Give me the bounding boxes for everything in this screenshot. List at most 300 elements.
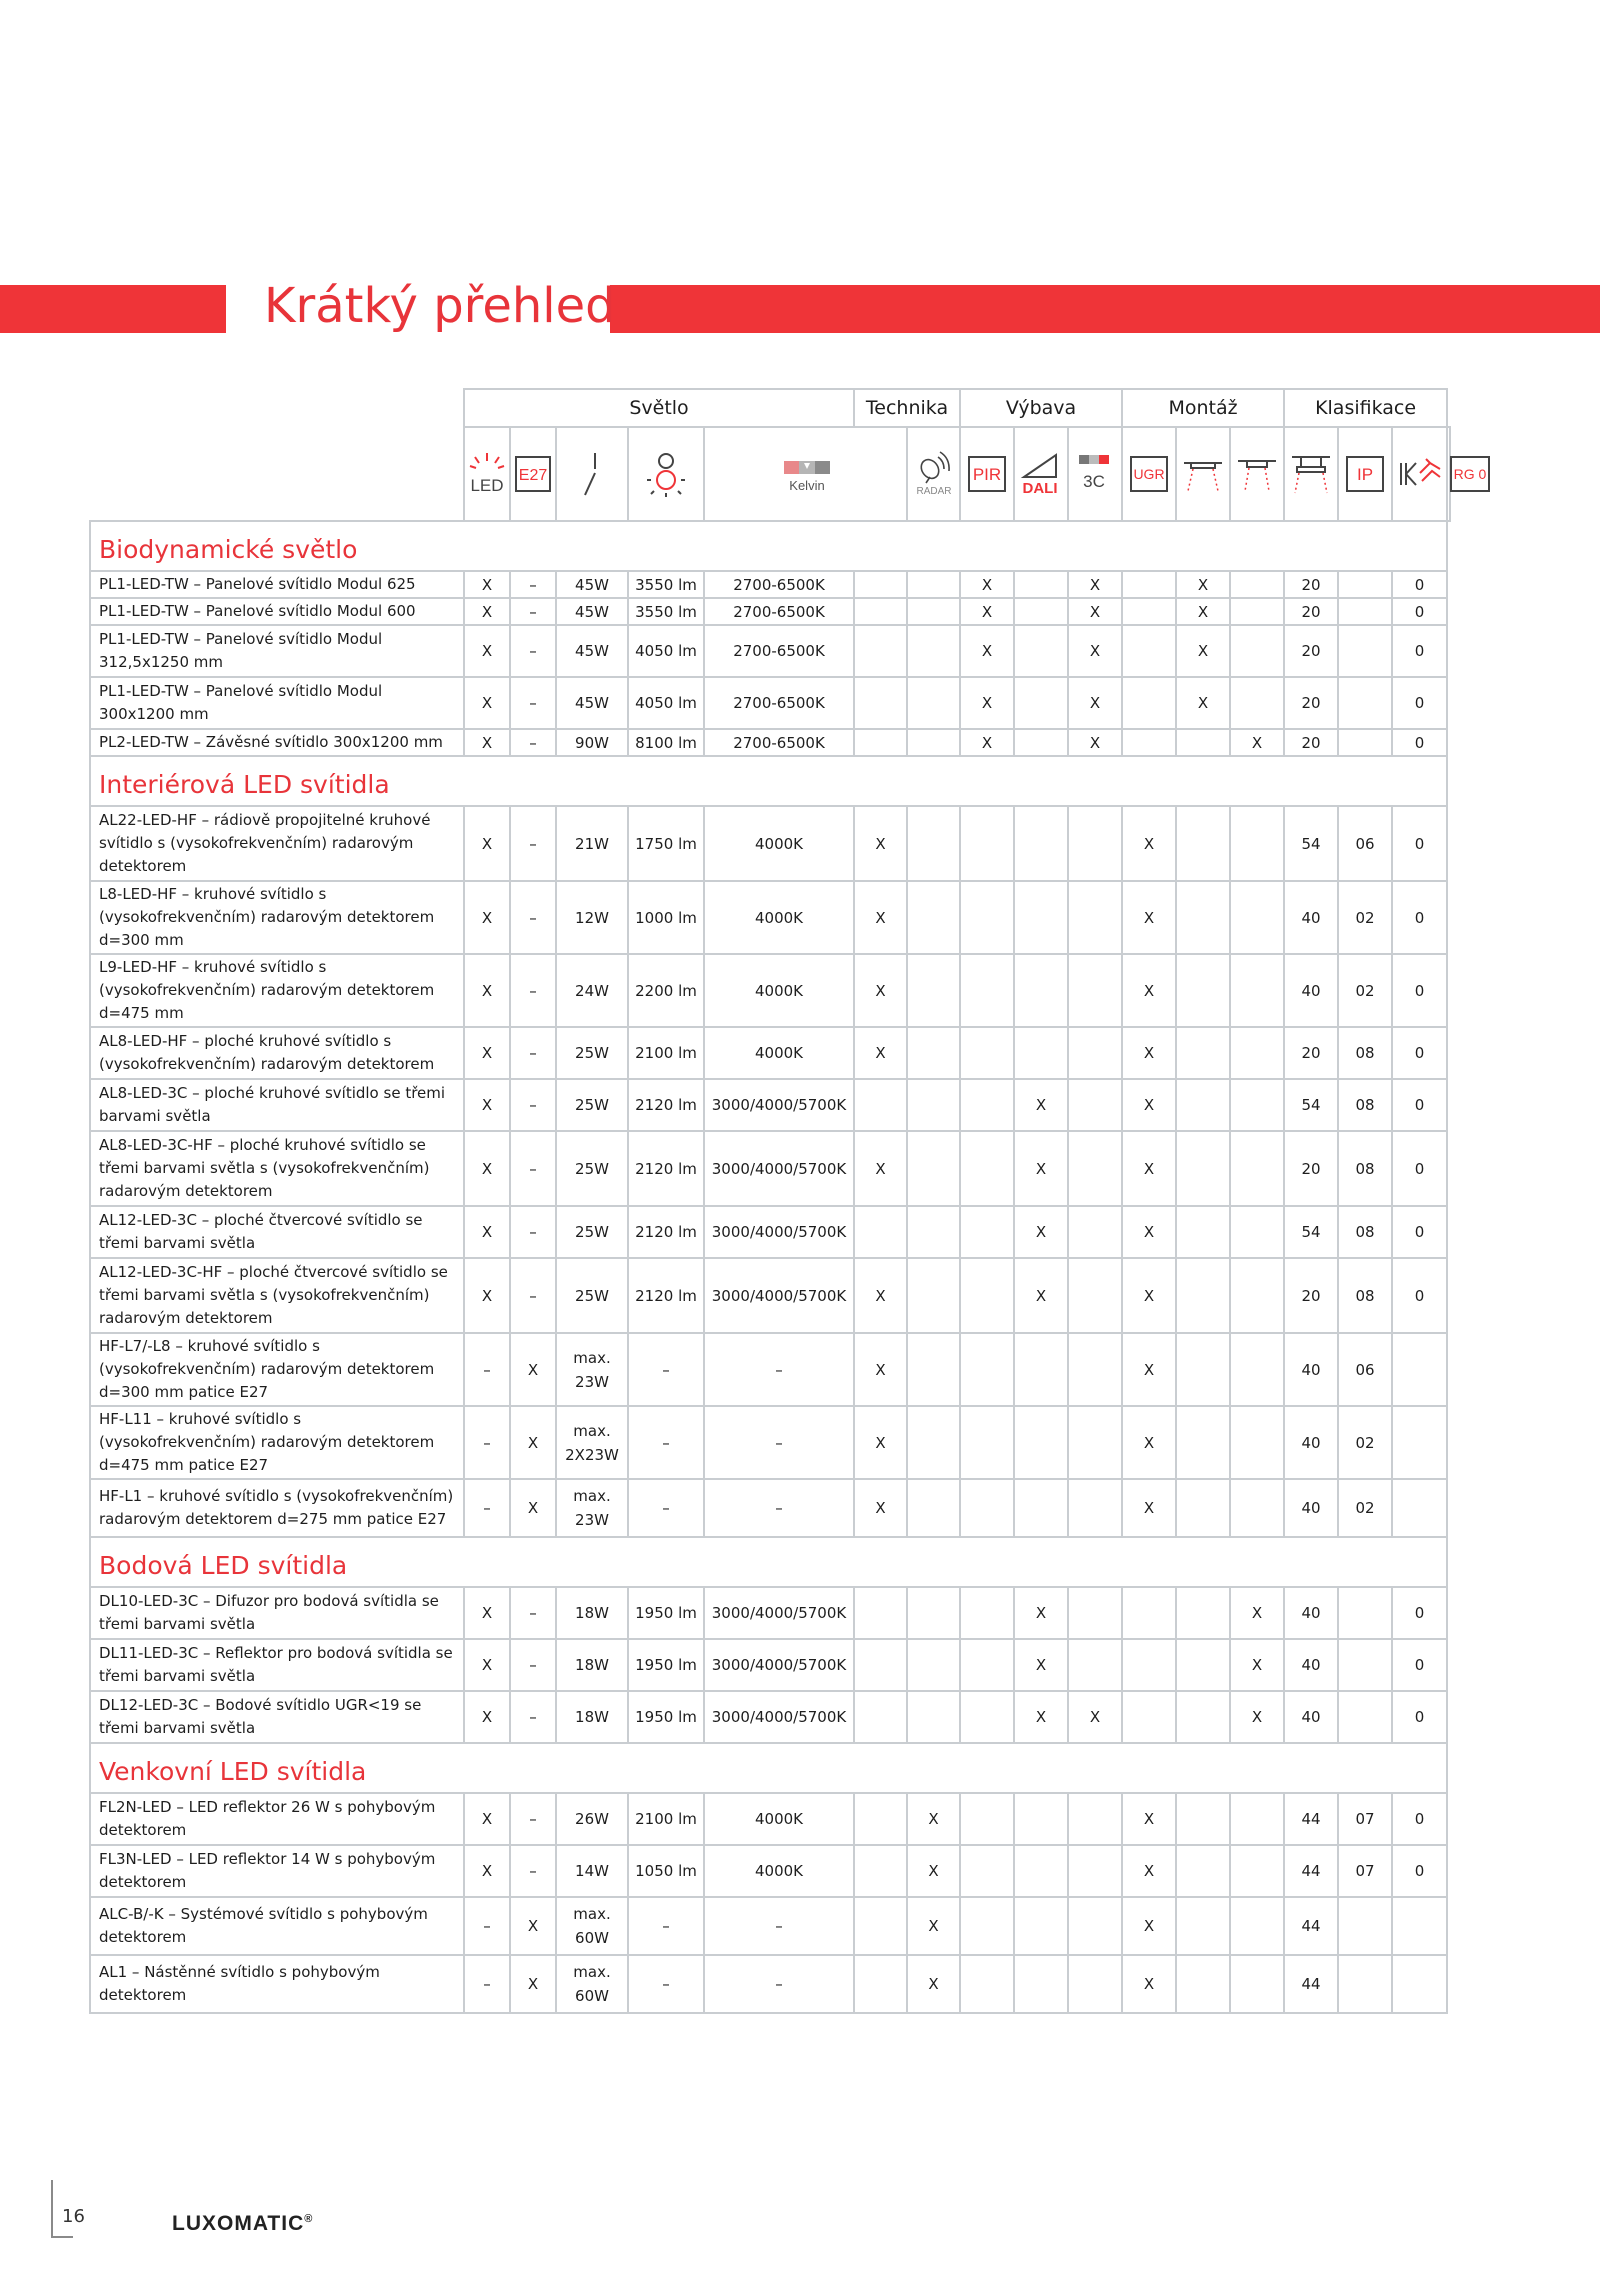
product-description: PL1-LED-TW – Panelové svítidlo Modul 300x1200 mm [90, 677, 464, 729]
table-cell [854, 1587, 907, 1639]
table-cell: X [464, 1845, 510, 1897]
table-cell [960, 1639, 1014, 1691]
product-description: AL8-LED-HF – ploché kruhové svítidlo s (vysokofrekvenčním) radarovým detektorem [90, 1027, 464, 1079]
table-cell: 2200 lm [628, 954, 704, 1027]
page-number: 16 [62, 2206, 85, 2227]
table-cell: 1050 lm [628, 1845, 704, 1897]
table-cell: X [960, 571, 1014, 598]
ugr-icon [1127, 451, 1171, 497]
table-cell: 0 [1392, 881, 1447, 954]
section-header-row [90, 1537, 1450, 1587]
table-cell: 1750 lm [628, 806, 704, 881]
table-cell: X [464, 1258, 510, 1333]
table-cell: – [510, 1587, 556, 1639]
table-cell: – [510, 1691, 556, 1743]
table-cell: X [1122, 881, 1176, 954]
table-row [90, 1955, 1450, 2013]
table-cell: 2700-6500K [704, 598, 854, 625]
icon-row [90, 427, 1450, 521]
table-row [90, 1639, 1450, 1691]
group-svetlo: Světlo [464, 389, 854, 427]
recessed-mount-icon [1181, 451, 1225, 497]
table-cell: max. 23W [556, 1333, 628, 1406]
table-cell [907, 1206, 960, 1258]
table-cell [960, 1845, 1014, 1897]
table-cell: 0 [1392, 1639, 1447, 1691]
table-cell [1122, 677, 1176, 729]
table-cell: 45W [556, 598, 628, 625]
table-cell [1230, 881, 1284, 954]
table-cell: 18W [556, 1639, 628, 1691]
table-cell: X [464, 1691, 510, 1743]
table-cell: X [1068, 625, 1122, 677]
table-cell [1014, 1793, 1068, 1845]
table-cell [960, 1793, 1014, 1845]
table-cell [1176, 1131, 1230, 1206]
product-description: AL12-LED-3C – ploché čtvercové svítidlo se třemi barvami světla [90, 1206, 464, 1258]
table-cell [907, 1027, 960, 1079]
product-description: PL1-LED-TW – Panelové svítidlo Modul 312,5x1250 mm [90, 625, 464, 677]
table-cell: X [907, 1845, 960, 1897]
radar-icon [910, 449, 958, 499]
table-cell: 0 [1392, 1079, 1447, 1131]
table-cell: X [1122, 954, 1176, 1027]
table-cell [1176, 806, 1230, 881]
table-cell [907, 806, 960, 881]
table-cell: max. 23W [556, 1479, 628, 1537]
lumen-icon [643, 449, 689, 499]
table-cell: X [464, 1587, 510, 1639]
overview-table [89, 388, 1487, 2014]
table-cell [1176, 1206, 1230, 1258]
table-cell: X [1230, 1639, 1284, 1691]
product-description: DL12-LED-3C – Bodové svítidlo UGR<19 se třemi barvami světla [90, 1691, 464, 1743]
table-cell [1176, 1406, 1230, 1479]
table-cell: – [704, 1333, 854, 1406]
table-cell: X [464, 1206, 510, 1258]
table-cell [907, 1333, 960, 1406]
ugr-cell [1122, 427, 1176, 521]
table-cell [907, 1131, 960, 1206]
product-description: AL8-LED-3C – ploché kruhové svítidlo se třemi barvami světla [90, 1079, 464, 1131]
page-title: Krátký přehled [264, 278, 616, 334]
table-cell: X [1176, 571, 1230, 598]
table-cell [854, 598, 907, 625]
table-cell: 07 [1338, 1845, 1392, 1897]
table-cell [1176, 954, 1230, 1027]
table-cell: 1950 lm [628, 1691, 704, 1743]
table-cell [1068, 881, 1122, 954]
ip-cell [1338, 427, 1392, 521]
table-cell [1122, 625, 1176, 677]
table-cell: X [464, 1793, 510, 1845]
table-cell: 4000K [704, 1845, 854, 1897]
table-cell: X [464, 571, 510, 598]
group-klasifikace: Klasifikace [1284, 389, 1447, 427]
table-cell: – [510, 1079, 556, 1131]
table-cell [1014, 1027, 1068, 1079]
product-description: DL11-LED-3C – Reflektor pro bodová svítidla se třemi barvami světla [90, 1639, 464, 1691]
table-cell [1176, 1333, 1230, 1406]
table-cell [1230, 1258, 1284, 1333]
table-cell [854, 677, 907, 729]
led-label: LED [470, 476, 504, 495]
table-cell: – [704, 1479, 854, 1537]
table-cell [960, 1333, 1014, 1406]
power-icon [577, 449, 607, 499]
table-cell: X [960, 677, 1014, 729]
table-cell [960, 1406, 1014, 1479]
group-montaz: Montáž [1122, 389, 1284, 427]
surface-mount-icon [1235, 451, 1279, 497]
table-cell: 8100 lm [628, 729, 704, 756]
table-cell: – [510, 571, 556, 598]
table-cell [1122, 729, 1176, 756]
table-cell: X [1068, 571, 1122, 598]
e27-label: E27 [518, 467, 548, 484]
table-cell: X [1122, 1131, 1176, 1206]
table-cell [854, 1793, 907, 1845]
table-cell: X [1230, 729, 1284, 756]
table-cell [1068, 1479, 1122, 1537]
table-cell [1014, 571, 1068, 598]
table-cell: X [1068, 1691, 1122, 1743]
table-cell: 40 [1284, 1479, 1338, 1537]
table-cell [1176, 1955, 1230, 2013]
table-cell: – [510, 1131, 556, 1206]
table-cell: X [1068, 729, 1122, 756]
table-cell: 0 [1392, 1131, 1447, 1206]
table-row [90, 677, 1450, 729]
table-cell [960, 1027, 1014, 1079]
table-row [90, 598, 1450, 625]
table-cell [907, 598, 960, 625]
table-cell: 3000/4000/5700K [704, 1079, 854, 1131]
table-cell [1392, 1955, 1447, 2013]
group-vybava: Výbava [960, 389, 1122, 427]
rg0-cell [1447, 427, 1487, 521]
table-cell: 02 [1338, 1479, 1392, 1537]
table-cell [907, 1079, 960, 1131]
product-description: PL1-LED-TW – Panelové svítidlo Modul 625 [90, 571, 464, 598]
table-cell [1230, 1406, 1284, 1479]
table-cell [960, 1587, 1014, 1639]
table-cell [1068, 1258, 1122, 1333]
table-cell: – [628, 1479, 704, 1537]
table-cell: 0 [1392, 598, 1447, 625]
table-cell: 3000/4000/5700K [704, 1131, 854, 1206]
table-cell [907, 729, 960, 756]
table-cell [1392, 1897, 1447, 1955]
table-cell [1068, 1587, 1122, 1639]
table-cell: – [628, 1333, 704, 1406]
product-description: FL3N-LED – LED reflektor 14 W s pohybovým detektorem [90, 1845, 464, 1897]
table-cell [1068, 1639, 1122, 1691]
table-cell: 2700-6500K [704, 571, 854, 598]
table-cell: X [464, 677, 510, 729]
table-cell [1014, 625, 1068, 677]
table-cell: max. 2X23W [556, 1406, 628, 1479]
table-cell: X [960, 625, 1014, 677]
table-cell [1230, 1845, 1284, 1897]
three-color-label: 3C [1083, 472, 1105, 491]
table-cell: – [704, 1406, 854, 1479]
table-cell: X [464, 1131, 510, 1206]
table-cell: X [1014, 1079, 1068, 1131]
table-cell [1068, 1845, 1122, 1897]
table-cell: – [464, 1955, 510, 2013]
table-cell [854, 1206, 907, 1258]
table-cell: 08 [1338, 1027, 1392, 1079]
table-cell [907, 881, 960, 954]
table-cell [1230, 1027, 1284, 1079]
table-cell: 2120 lm [628, 1258, 704, 1333]
table-cell: 1000 lm [628, 881, 704, 954]
table-cell [1176, 1793, 1230, 1845]
table-cell [1122, 1587, 1176, 1639]
table-cell: 20 [1284, 1131, 1338, 1206]
table-row [90, 1406, 1450, 1479]
table-cell: 2100 lm [628, 1793, 704, 1845]
table-cell [1014, 954, 1068, 1027]
table-cell: 07 [1338, 1793, 1392, 1845]
table-cell: 40 [1284, 954, 1338, 1027]
table-cell [907, 1406, 960, 1479]
table-cell [907, 1258, 960, 1333]
table-cell: 18W [556, 1691, 628, 1743]
table-cell [1338, 598, 1392, 625]
brand-logo [172, 2212, 313, 2236]
table-cell: 21W [556, 806, 628, 881]
table-cell [1068, 954, 1122, 1027]
table-cell [907, 1479, 960, 1537]
table-cell: X [1122, 1206, 1176, 1258]
table-cell: 20 [1284, 1258, 1338, 1333]
table-cell: X [1122, 1955, 1176, 2013]
table-cell: 4000K [704, 1027, 854, 1079]
table-cell: X [464, 625, 510, 677]
table-cell: – [628, 1897, 704, 1955]
table-cell [1014, 1955, 1068, 2013]
table-cell [1068, 1955, 1122, 2013]
table-cell: X [1122, 806, 1176, 881]
section-header-row [90, 756, 1450, 806]
table-cell: 12W [556, 881, 628, 954]
table-cell: 1950 lm [628, 1639, 704, 1691]
table-cell: – [628, 1955, 704, 2013]
table-cell [1338, 1897, 1392, 1955]
table-cell: X [854, 1333, 907, 1406]
table-cell: 0 [1392, 729, 1447, 756]
table-cell: 1950 lm [628, 1587, 704, 1639]
table-cell: 0 [1392, 1691, 1447, 1743]
table-cell [854, 1845, 907, 1897]
table-cell: X [1014, 1587, 1068, 1639]
table-cell: X [854, 1027, 907, 1079]
table-cell [1068, 1206, 1122, 1258]
table-cell: 24W [556, 954, 628, 1027]
table-cell: 2700-6500K [704, 625, 854, 677]
table-cell: X [1122, 1333, 1176, 1406]
table-cell [1230, 1479, 1284, 1537]
table-cell [907, 954, 960, 1027]
footer-marker [51, 2180, 53, 2238]
table-cell [960, 806, 1014, 881]
table-cell [1014, 1897, 1068, 1955]
table-cell: X [464, 1639, 510, 1691]
table-cell [1068, 1079, 1122, 1131]
title-band-left [0, 285, 226, 333]
table-cell [854, 1955, 907, 2013]
table-cell [1176, 1079, 1230, 1131]
table-cell: X [1014, 1639, 1068, 1691]
brand-registered: ® [304, 2213, 314, 2225]
product-description: AL1 – Nástěnné svítidlo s pohybovým detektorem [90, 1955, 464, 2013]
table-cell: 25W [556, 1206, 628, 1258]
table-cell: X [1176, 625, 1230, 677]
table-cell [1014, 1333, 1068, 1406]
table-cell: X [854, 881, 907, 954]
table-row [90, 1691, 1450, 1743]
table-row [90, 1897, 1450, 1955]
radar-label: RADAR [916, 486, 952, 497]
e27-cell [510, 427, 556, 521]
table-cell: 08 [1338, 1206, 1392, 1258]
table-cell [1230, 954, 1284, 1027]
product-description: HF-L1 – kruhové svítidlo s (vysokofrekvenčním) radarovým detektorem d=275 mm patice E27 [90, 1479, 464, 1537]
mount-surface-cell [1230, 427, 1284, 521]
table-cell [1068, 1406, 1122, 1479]
table-cell [907, 677, 960, 729]
table-cell: X [1068, 677, 1122, 729]
table-cell: X [854, 1131, 907, 1206]
table-cell [1230, 571, 1284, 598]
table-cell: 44 [1284, 1897, 1338, 1955]
table-cell [960, 954, 1014, 1027]
table-cell: 25W [556, 1258, 628, 1333]
kelvin-icon [766, 449, 846, 499]
table-cell: X [510, 1406, 556, 1479]
table-cell: – [464, 1406, 510, 1479]
table-cell: 0 [1392, 1793, 1447, 1845]
pir-icon [965, 451, 1009, 497]
table-row [90, 1258, 1450, 1333]
table-cell [1176, 881, 1230, 954]
product-description: HF-L11 – kruhové svítidlo s (vysokofrekvenčním) radarovým detektorem d=475 mm patice E27 [90, 1406, 464, 1479]
product-description: HF-L7/-L8 – kruhové svítidlo s (vysokofrekvenčním) radarovým detektorem d=300 mm patice E27 [90, 1333, 464, 1406]
table-cell: X [907, 1793, 960, 1845]
led-icon [467, 449, 507, 499]
table-cell [1176, 1258, 1230, 1333]
table-cell: 40 [1284, 1691, 1338, 1743]
table-cell: 2120 lm [628, 1131, 704, 1206]
table-cell [1176, 1027, 1230, 1079]
table-cell: – [510, 881, 556, 954]
pendant-mount-icon [1289, 451, 1333, 497]
table-cell: X [1068, 598, 1122, 625]
brand-name: LUXOMATIC [172, 2212, 305, 2235]
table-row [90, 625, 1450, 677]
title-band-right [610, 285, 1600, 333]
ik-cell [1392, 427, 1447, 521]
table-cell [1230, 1333, 1284, 1406]
table-cell: 18W [556, 1587, 628, 1639]
led-cell [464, 427, 510, 521]
table-cell: 3000/4000/5700K [704, 1639, 854, 1691]
table-cell [1338, 677, 1392, 729]
table-cell: 4000K [704, 806, 854, 881]
table-cell [1230, 1131, 1284, 1206]
table-cell [1230, 677, 1284, 729]
table-row [90, 1793, 1450, 1845]
table-cell: – [510, 806, 556, 881]
rg0-icon [1448, 451, 1492, 497]
product-description: L9-LED-HF – kruhové svítidlo s (vysokofrekvenčním) radarovým detektorem d=475 mm [90, 954, 464, 1027]
table-cell: 4000K [704, 1793, 854, 1845]
table-cell [907, 1691, 960, 1743]
table-row [90, 1479, 1450, 1537]
table-cell [1230, 1793, 1284, 1845]
table-cell [1014, 598, 1068, 625]
table-cell: 0 [1392, 1206, 1447, 1258]
table-cell: 26W [556, 1793, 628, 1845]
table-cell: – [464, 1333, 510, 1406]
table-cell: 25W [556, 1131, 628, 1206]
table-cell: 44 [1284, 1793, 1338, 1845]
table-cell: X [1176, 677, 1230, 729]
table-cell: X [510, 1897, 556, 1955]
table-cell: – [704, 1897, 854, 1955]
table-cell: 40 [1284, 1587, 1338, 1639]
table-cell [1230, 1079, 1284, 1131]
table-cell: 40 [1284, 881, 1338, 954]
table-cell [960, 1897, 1014, 1955]
table-cell: 0 [1392, 1845, 1447, 1897]
table-cell: 3000/4000/5700K [704, 1587, 854, 1639]
table-cell [1230, 1206, 1284, 1258]
table-cell [1176, 1587, 1230, 1639]
ip-icon [1343, 451, 1387, 497]
dali-cell [1014, 427, 1068, 521]
table-cell [1176, 1479, 1230, 1537]
table-cell: 0 [1392, 1587, 1447, 1639]
table-cell [1014, 1479, 1068, 1537]
table-cell: – [510, 1206, 556, 1258]
table-cell: X [464, 1079, 510, 1131]
table-cell: X [1122, 1079, 1176, 1131]
table-cell [960, 1691, 1014, 1743]
table-cell: X [1014, 1206, 1068, 1258]
e27-icon [513, 451, 553, 497]
table-cell [1122, 1691, 1176, 1743]
table-cell: max. 60W [556, 1897, 628, 1955]
table-cell: – [510, 729, 556, 756]
three-color-cell [1068, 427, 1122, 521]
table-cell [1338, 1587, 1392, 1639]
table-cell [1392, 1333, 1447, 1406]
dali-label: DALI [1022, 480, 1058, 497]
table-cell: 08 [1338, 1079, 1392, 1131]
table-row [90, 1333, 1450, 1406]
table-cell: 06 [1338, 1333, 1392, 1406]
product-description: DL10-LED-3C – Difuzor pro bodová svítidla se třemi barvami světla [90, 1587, 464, 1639]
table-cell [1122, 571, 1176, 598]
table-cell: 0 [1392, 1027, 1447, 1079]
table-cell: 0 [1392, 571, 1447, 598]
table-cell: X [464, 598, 510, 625]
table-cell [907, 1639, 960, 1691]
table-cell [1176, 1639, 1230, 1691]
